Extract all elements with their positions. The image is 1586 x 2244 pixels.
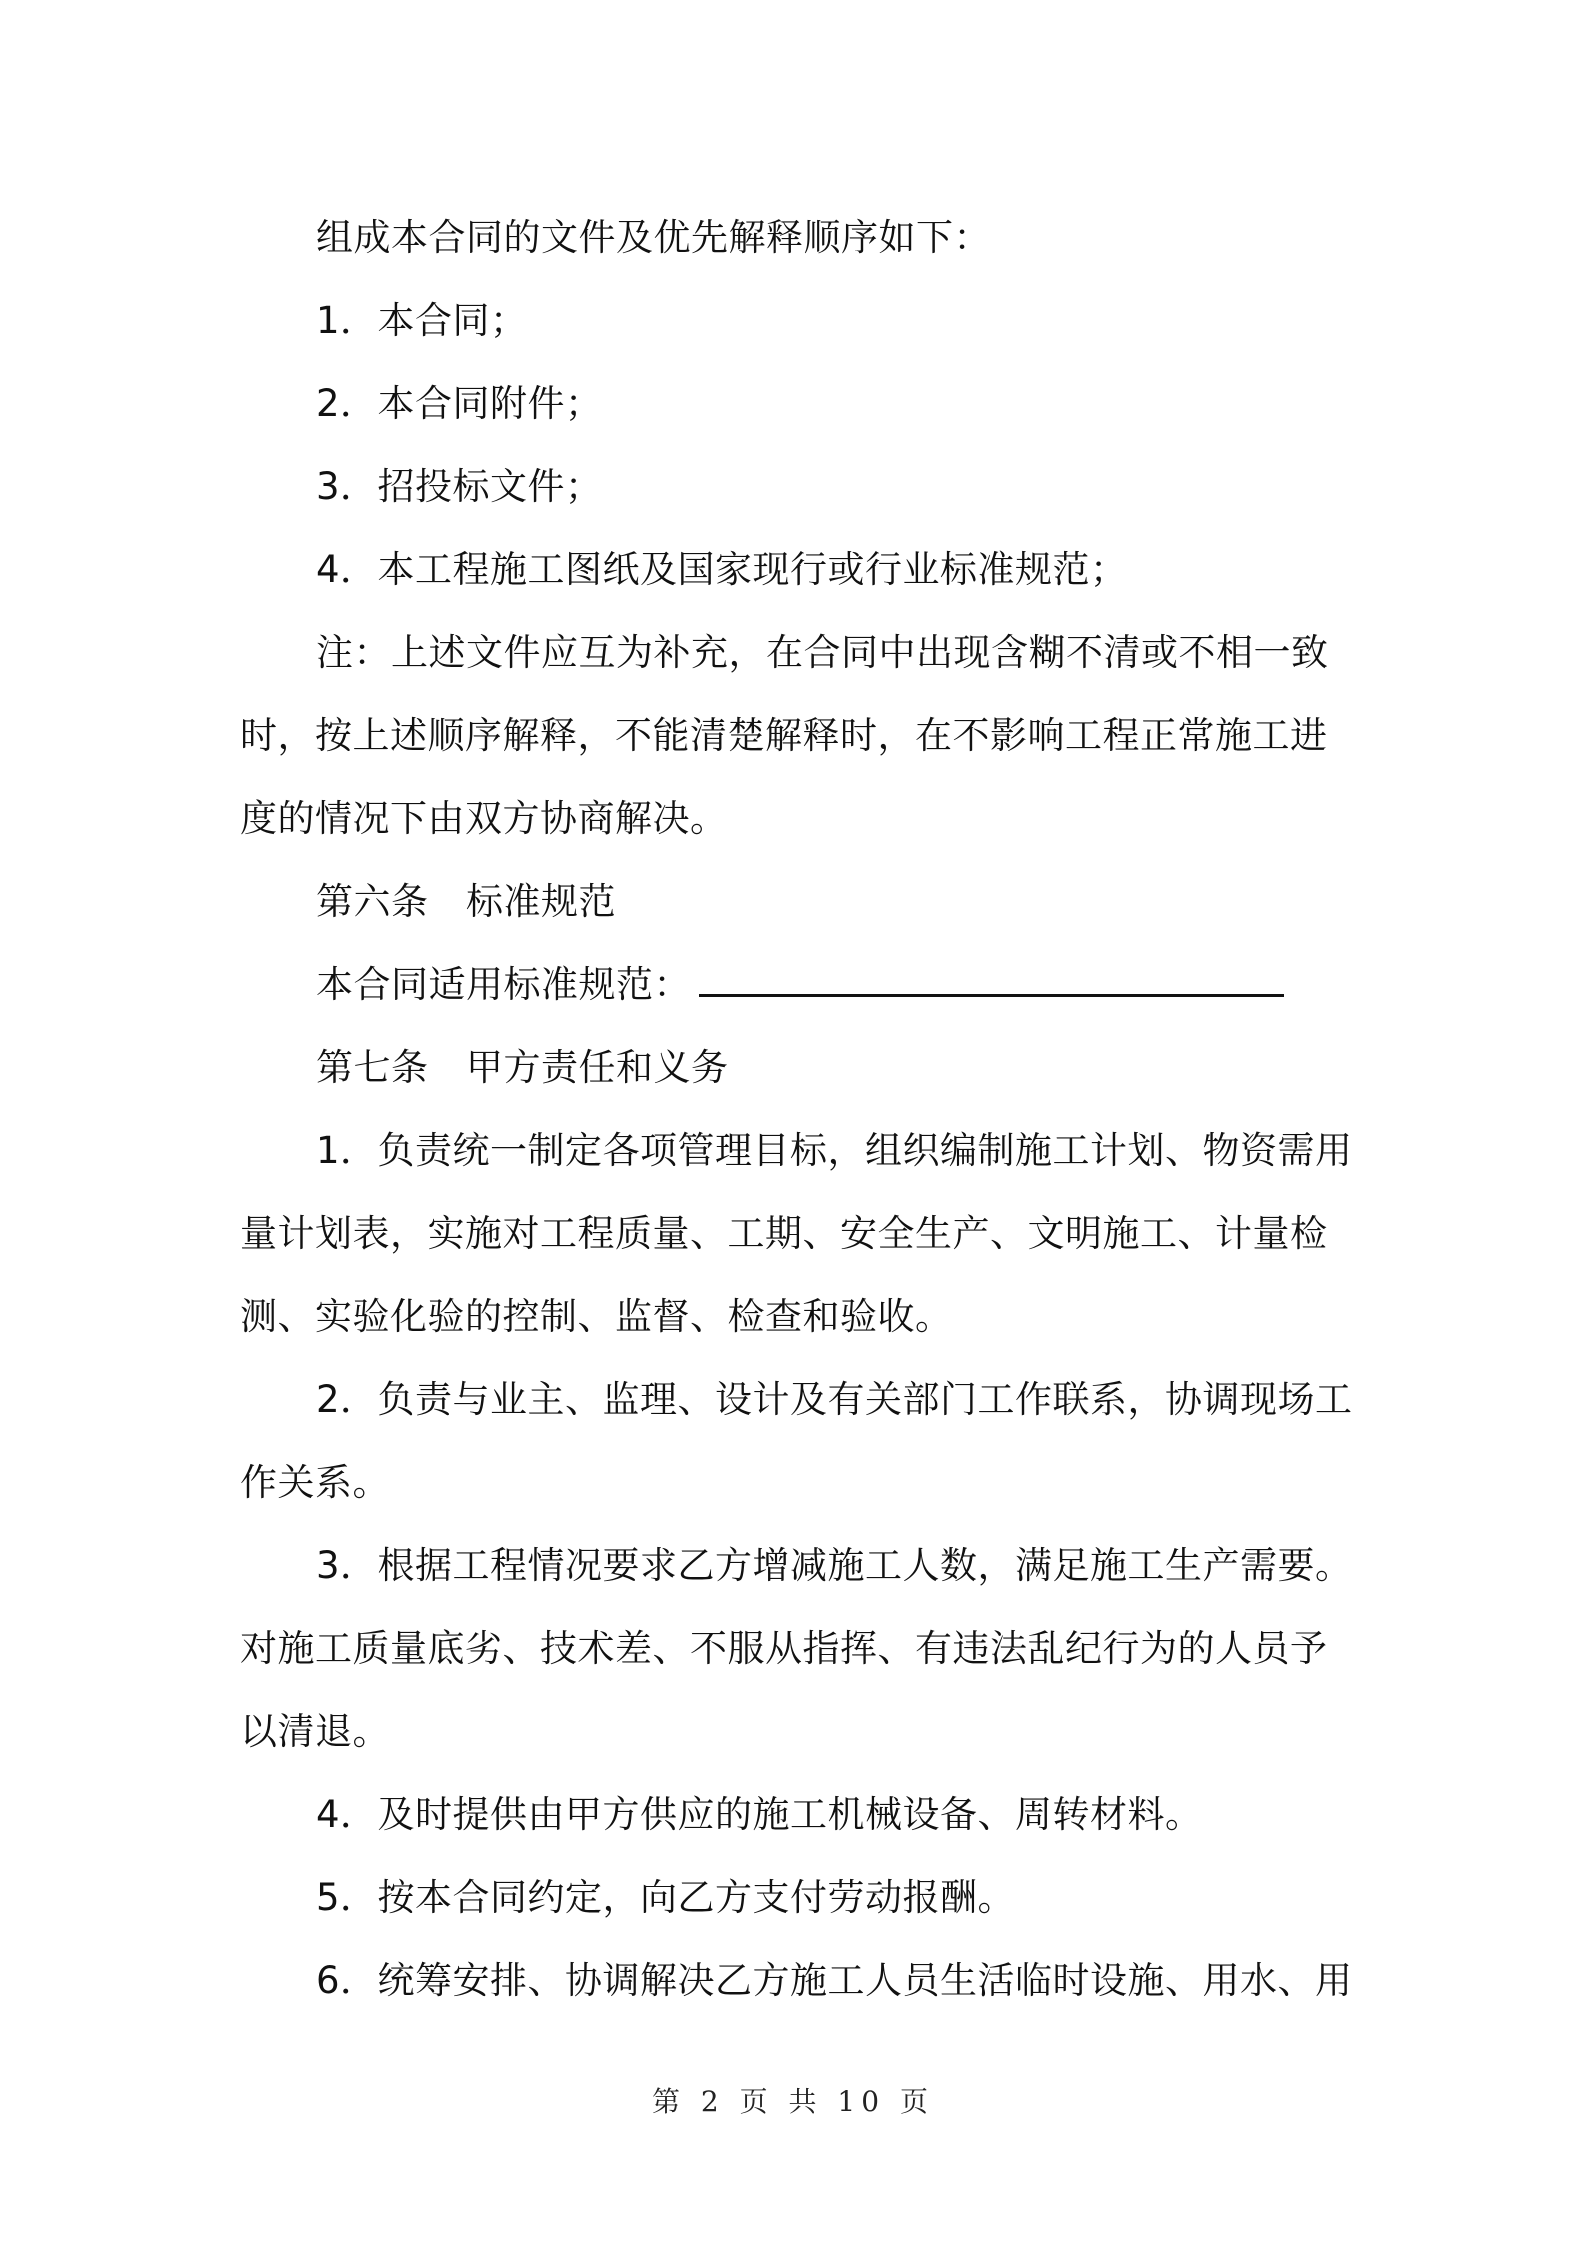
document-body xyxy=(240,196,1356,2022)
standards-blank xyxy=(699,964,1284,997)
list-item-4: 4．本工程施工图纸及国家现行或行业标准规范； xyxy=(316,548,1128,591)
duty-item-3: 3．根据工程情况要求乙方增减施工人数，满足施工生产需要。对施工质量底劣、技术差、不服从指挥、有违法乱纪行为的人员予以清退。 xyxy=(240,1544,1353,1753)
standards-line xyxy=(240,943,1356,1026)
list-item-2: 2．本合同附件； xyxy=(316,382,603,425)
standards-label: 本合同适用标准规范： xyxy=(316,963,691,1006)
article-6-heading: 第六条 标准规范 xyxy=(316,880,616,923)
article-7-heading: 第七条 甲方责任和义务 xyxy=(316,1046,729,1089)
duty-item-5: 5．按本合同约定，向乙方支付劳动报酬。 xyxy=(316,1876,1016,1919)
page-footer: 第 2 页 共 10 页 xyxy=(652,2085,934,2118)
duty-item-4: 4．及时提供由甲方供应的施工机械设备、周转材料。 xyxy=(316,1793,1203,1836)
paragraph-intro: 组成本合同的文件及优先解释顺序如下： xyxy=(316,216,991,259)
paragraph-note: 注：上述文件应互为补充，在合同中出现含糊不清或不相一致时，按上述顺序解释，不能清楚解释时，在不影响工程正常施工进度的情况下由双方协商解决。 xyxy=(240,631,1329,840)
list-item-1: 1．本合同； xyxy=(316,299,528,342)
list-item-3: 3．招投标文件； xyxy=(316,465,603,508)
duty-item-2: 2．负责与业主、监理、设计及有关部门工作联系，协调现场工作关系。 xyxy=(240,1378,1353,1504)
duty-item-1: 1．负责统一制定各项管理目标，组织编制施工计划、物资需用量计划表，实施对工程质量、工期、安全生产、文明施工、计量检测、实验化验的控制、监督、检查和验收。 xyxy=(240,1129,1353,1338)
duty-item-6: 6．统筹安排、协调解决乙方施工人员生活临时设施、用水、用 xyxy=(316,1959,1353,2002)
